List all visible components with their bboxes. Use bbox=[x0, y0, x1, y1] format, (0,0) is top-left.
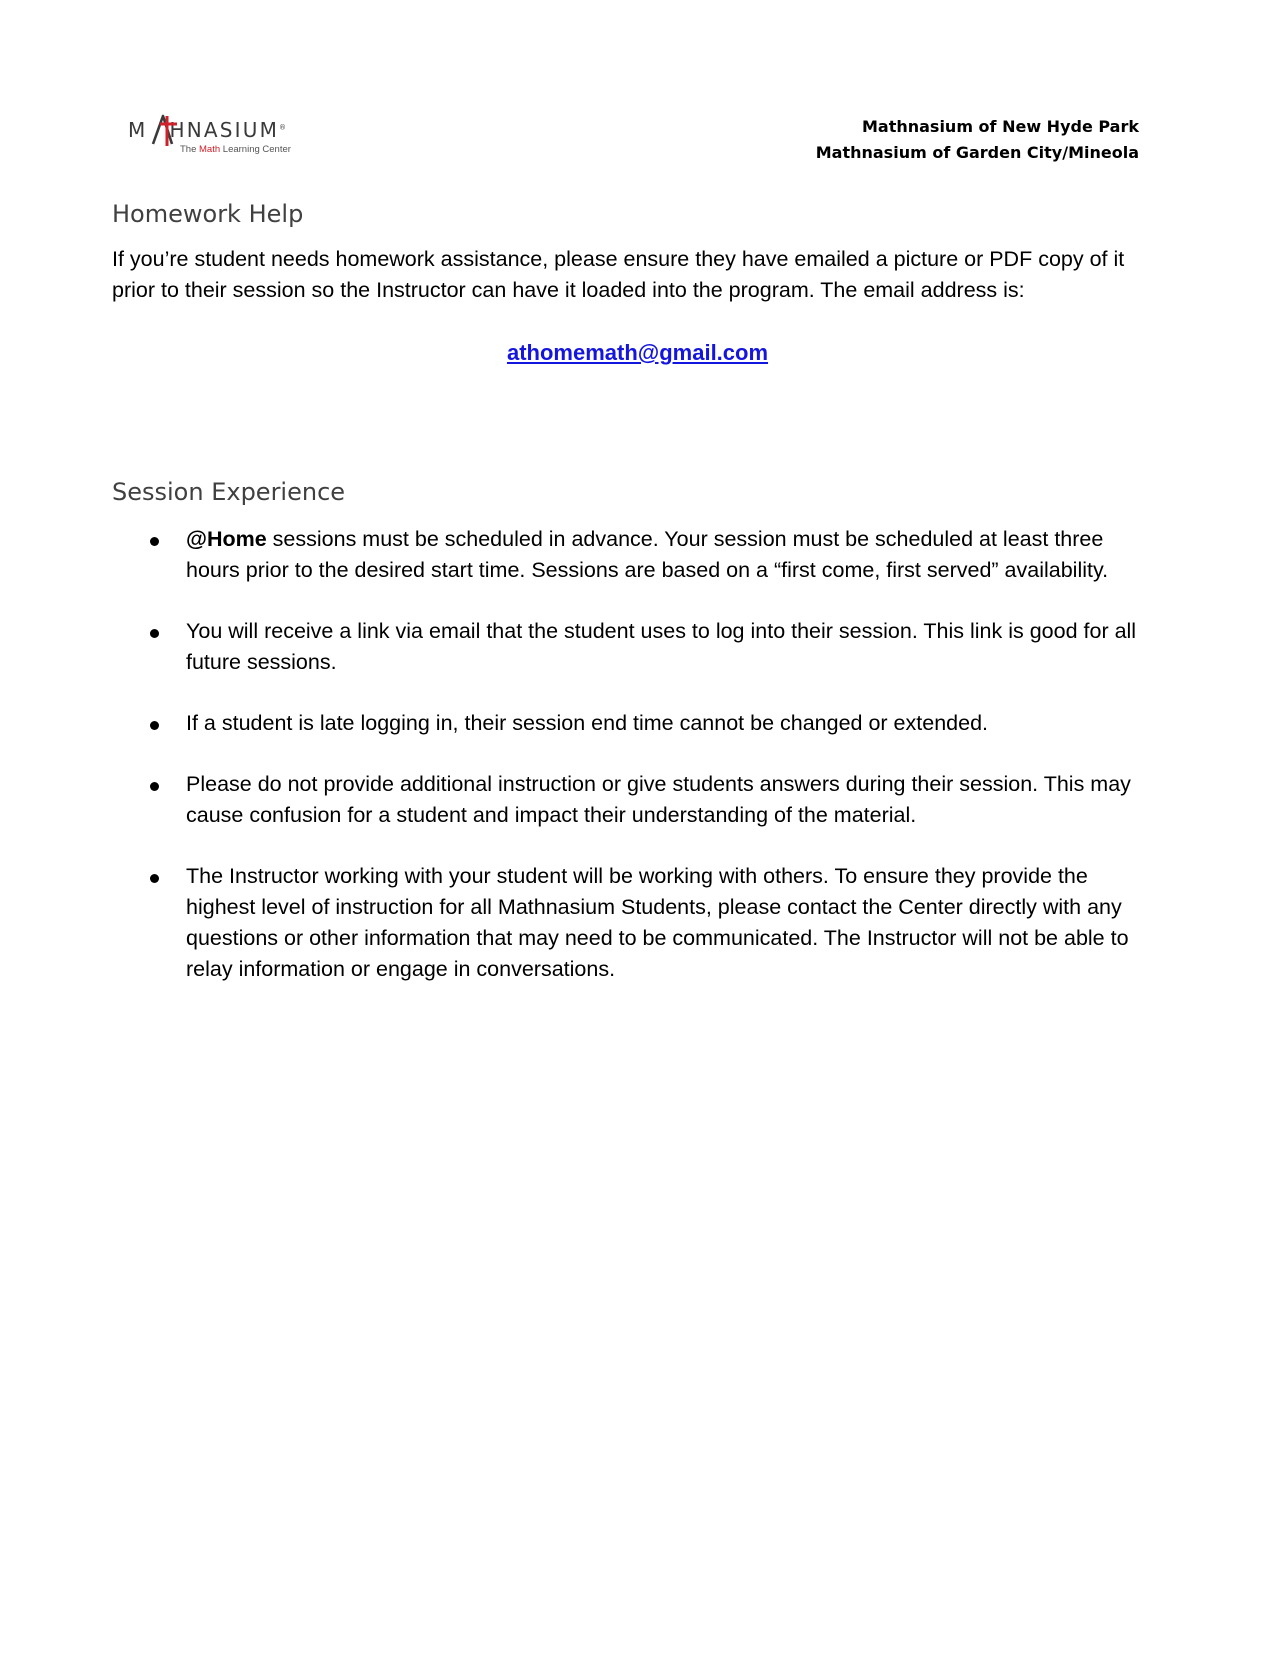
list-item bbox=[150, 708, 1160, 739]
bullet-bold-lead: @Home bbox=[186, 527, 267, 551]
bullet-text: You will receive a link via email that the student uses to log into their session. This link is good for all future sessions. bbox=[186, 619, 1137, 674]
logo-wordmark-end: HNASIUM bbox=[169, 118, 280, 142]
homework-intro-paragraph: If you’re student needs homework assistance, please ensure they have emailed a picture or PDF copy of it prior to their session so the Instructor can have it loaded into the program. The email address is: bbox=[112, 247, 1125, 302]
bullet-dot-icon bbox=[150, 721, 159, 730]
bullet-dot-icon bbox=[150, 874, 159, 883]
logo-wordmark-start: M bbox=[128, 118, 148, 142]
list-item bbox=[150, 616, 1160, 678]
logo-a-plus-icon bbox=[150, 112, 180, 146]
logo-tagline bbox=[180, 144, 291, 155]
homework-help-heading: Homework Help bbox=[112, 200, 304, 228]
location-new-hyde-park: Mathnasium of New Hyde Park bbox=[861, 117, 1139, 136]
logo-tagline-post: Learning Center bbox=[220, 144, 291, 155]
logo-tagline-math: Math bbox=[199, 144, 221, 155]
list-item bbox=[150, 861, 1160, 985]
list-item bbox=[150, 769, 1160, 831]
bullet-text: Please do not provide additional instruction or give students answers during their session. This may cause confusion for a student and impact their understanding of the material. bbox=[186, 772, 1131, 827]
bullet-dot-icon bbox=[150, 629, 159, 638]
bullet-text: sessions must be scheduled in advance. Your session must be scheduled at least three hours prior to the desired start time. Sessions are based on a “first come, first served” availability. bbox=[186, 527, 1109, 582]
bullet-text: If a student is late logging in, their session end time cannot be changed or extended. bbox=[186, 711, 988, 735]
email-link-container bbox=[0, 340, 1275, 366]
logo-tagline-pre: The bbox=[180, 144, 200, 155]
session-rules-list bbox=[150, 524, 1160, 1015]
mathnasium-logo bbox=[128, 112, 298, 160]
bullet-dot-icon bbox=[150, 537, 159, 546]
location-garden-city-mineola: Mathnasium of Garden City/Mineola bbox=[815, 143, 1139, 162]
bullet-dot-icon bbox=[150, 782, 159, 791]
list-item bbox=[150, 524, 1160, 586]
session-experience-heading: Session Experience bbox=[112, 478, 346, 506]
logo-registered-mark: ® bbox=[279, 123, 289, 132]
bullet-text: The Instructor working with your student will be working with others. To ensure they provide the highest level of instruction for all Mathnasium Students, please contact the Center directly with any questions or other information that may need to be communicated. The Instructor will not be able to relay information or engage in conversations. bbox=[186, 864, 1129, 981]
email-link[interactable]: athomemath@gmail.com bbox=[506, 340, 769, 365]
center-locations bbox=[816, 114, 1139, 166]
